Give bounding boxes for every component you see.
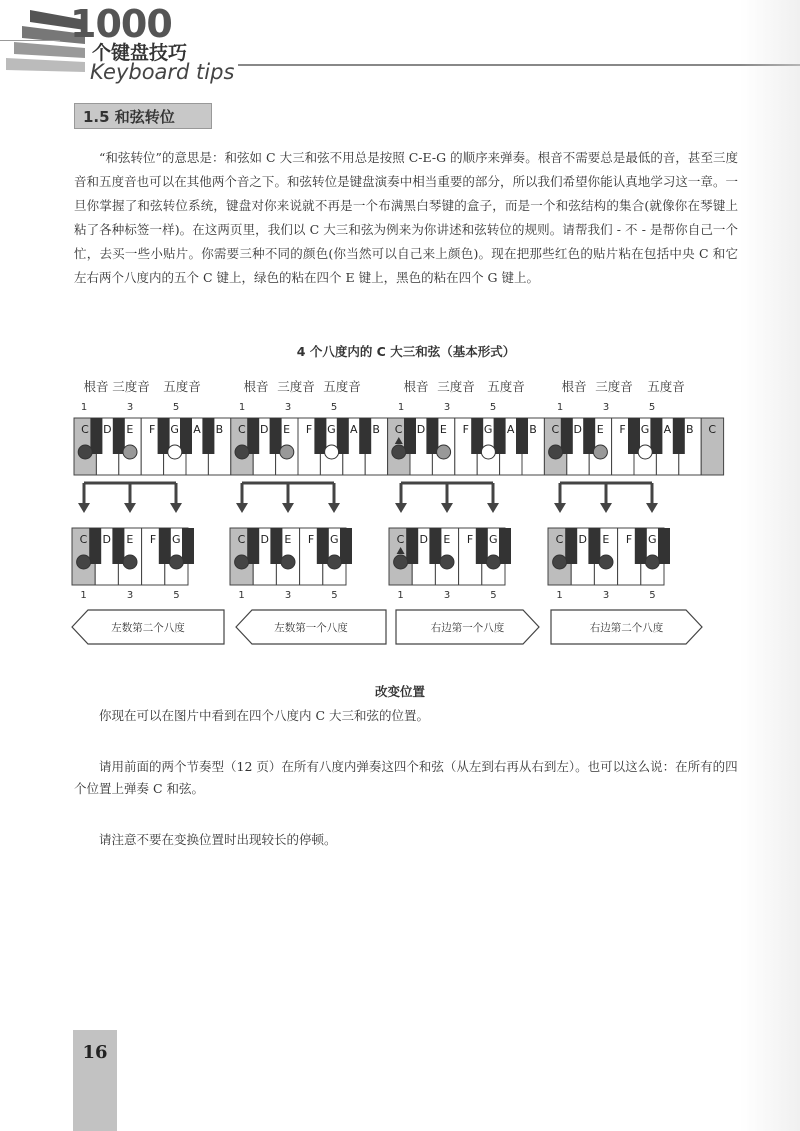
black-key — [516, 418, 528, 454]
degree-number: 3 — [126, 402, 134, 413]
chord-dot — [235, 445, 249, 459]
arrow-head — [328, 503, 340, 513]
key-letter: F — [625, 533, 633, 546]
key-letter: A — [350, 423, 358, 436]
black-key — [112, 528, 124, 564]
degree-number: 3 — [284, 590, 292, 601]
key-letter: G — [640, 423, 650, 436]
logo-english-title: Keyboard tips — [90, 60, 235, 84]
chord-dot — [168, 445, 182, 459]
chord-dot — [235, 555, 249, 569]
key-letter: F — [305, 423, 313, 436]
arrow-head — [646, 503, 658, 513]
key-letter: E — [596, 423, 604, 436]
chord-dot — [392, 445, 406, 459]
logo-number: 1000 — [70, 2, 172, 46]
chord-dot — [645, 555, 659, 569]
chord-dot — [394, 555, 408, 569]
key-letter: G — [330, 533, 339, 546]
black-key — [583, 418, 595, 454]
key-letter: B — [372, 423, 380, 436]
key-letter: D — [419, 533, 428, 546]
chord-dot — [281, 555, 295, 569]
key-letter: C — [708, 423, 717, 436]
key-letter: C — [551, 423, 560, 436]
black-key — [565, 528, 577, 564]
black-key — [180, 418, 192, 454]
black-key — [628, 418, 640, 454]
chord-dot — [77, 555, 91, 569]
black-key — [158, 418, 170, 454]
degree-number: 5 — [173, 590, 180, 601]
arrow-head — [124, 503, 136, 513]
key-letter: E — [283, 423, 291, 436]
degree-number: 3 — [443, 590, 451, 601]
role-label: 三度音 — [595, 379, 633, 394]
role-label: 五度音 — [487, 379, 525, 394]
octave-label: 左数第二个八度 — [111, 622, 185, 634]
arrow-head — [170, 503, 182, 513]
key-letter: B — [215, 423, 224, 436]
key-letter: E — [443, 533, 451, 546]
black-key — [317, 528, 329, 564]
chord-dot — [437, 445, 451, 459]
degree-number: 5 — [172, 402, 180, 413]
key-letter: F — [307, 533, 315, 546]
role-label: 五度音 — [323, 379, 361, 394]
black-key — [89, 528, 101, 564]
key-letter: A — [193, 423, 201, 436]
key-letter: F — [619, 423, 626, 436]
black-key — [247, 418, 259, 454]
chord-dot — [78, 445, 92, 459]
role-label: 三度音 — [437, 379, 475, 394]
chord-dot — [599, 555, 613, 569]
black-key — [673, 418, 685, 454]
degree-number: 5 — [331, 590, 338, 601]
chord-dot — [280, 445, 294, 459]
paragraph-3: 请注意不要在变换位置时出现较长的停顿。 — [99, 832, 337, 847]
role-label: 根音 — [561, 379, 587, 394]
chord-dot — [549, 445, 563, 459]
key-letter: E — [284, 533, 292, 546]
arrow-head — [78, 503, 90, 513]
key-letter: E — [439, 423, 447, 436]
degree-number: 5 — [489, 402, 497, 413]
chord-dot — [327, 555, 341, 569]
arrow-head — [554, 503, 566, 513]
key-letter: G — [648, 533, 657, 546]
section-heading: 1.5 和弦转位 — [74, 103, 212, 129]
key-letter: C — [394, 423, 403, 436]
key-letter: C — [555, 533, 564, 546]
black-key — [182, 528, 194, 564]
key-letter: G — [483, 423, 493, 436]
degree-number: 1 — [238, 402, 246, 413]
page-number: 16 — [82, 1042, 108, 1063]
intro-paragraph: “和弦转位”的意思是：和弦如 C 大三和弦不用总是按照 C-E-G 的顺序来弹奏。根音不需要总是最低的音，甚至三度音和五度音也可以在其他两个音之下。和弦转位是键盘演奏中相当重要的部分，所以我们希望你能认真地学习这一章。一旦你掌握了和弦转位系统，键盘对你来说就不再是一个布满黑白琴键的盒子，而是一个和弦结构的集合(就像你在琴键上粘了各种标签一样)。在这两页里，我们以 C 大三和弦为例来为你讲述和弦转位的规则。请帮我们 - 不 - 是帮你自己一个忙，去买一些小贴片。你需要三种不同的颜色(你当然可以自己来上颜色)。现在把那些红色的贴片粘在包括中央 C 和它左右两个八度内的五个 C 键上，绿色的粘在四个 E 键上，黑色的粘在四个 G 键上。 — [74, 150, 738, 285]
role-label: 三度音 — [112, 379, 150, 394]
key-letter: G — [170, 423, 179, 436]
role-label: 五度音 — [647, 379, 685, 394]
paragraph-2: 请用前面的两个节奏型（12 页）在所有八度内弹奏这四个和弦（从左到右再从右到左）。也可以这么说：在所有的四个位置上弹奏 C 和弦。 — [74, 759, 738, 796]
black-key — [159, 528, 171, 564]
chord-dot — [325, 445, 339, 459]
key-letter: F — [466, 533, 474, 546]
degree-number: 5 — [648, 402, 656, 413]
degree-number: 1 — [556, 402, 564, 413]
key-letter: D — [103, 423, 112, 436]
degree-number: 3 — [602, 402, 610, 413]
black-key — [650, 418, 662, 454]
key-letter: D — [578, 533, 587, 546]
arrow-head — [395, 503, 407, 513]
chord-dot — [169, 555, 183, 569]
key-letter: D — [102, 533, 111, 546]
degree-number: 3 — [284, 402, 292, 413]
role-label: 三度音 — [277, 379, 315, 394]
role-label: 根音 — [83, 379, 109, 394]
degree-number: 3 — [602, 590, 610, 601]
black-key — [337, 418, 349, 454]
key-letter: B — [686, 423, 694, 436]
degree-number: 1 — [80, 590, 87, 601]
degree-number: 3 — [126, 590, 134, 601]
chord-dot — [440, 555, 454, 569]
black-key — [499, 528, 511, 564]
arrow-head — [282, 503, 294, 513]
key-letter: D — [260, 533, 269, 546]
black-key — [406, 528, 418, 564]
black-key — [270, 528, 282, 564]
key-letter: C — [79, 533, 88, 546]
figure-title: 4 个八度内的 C 大三和弦（基本形式） — [296, 344, 516, 359]
black-key — [588, 528, 600, 564]
degree-number: 5 — [649, 590, 656, 601]
header-rule — [238, 64, 800, 66]
chord-dot — [593, 445, 607, 459]
chord-dot — [123, 555, 137, 569]
black-key — [340, 528, 352, 564]
role-label: 根音 — [403, 379, 429, 394]
arrow-head — [441, 503, 453, 513]
degree-number: 1 — [238, 590, 245, 601]
black-key — [202, 418, 214, 454]
chord-inversion-figure — [66, 336, 746, 666]
black-key — [247, 528, 259, 564]
chord-dot — [553, 555, 567, 569]
page-header — [0, 0, 800, 95]
key-letter: B — [529, 423, 537, 436]
arrow-head — [236, 503, 248, 513]
degree-number: 1 — [80, 402, 88, 413]
key-letter: D — [259, 423, 269, 436]
black-key — [429, 528, 441, 564]
key-letter: A — [663, 423, 672, 436]
black-key — [658, 528, 670, 564]
key-letter: G — [327, 423, 336, 436]
key-letter: A — [506, 423, 515, 436]
key-letter: C — [237, 423, 246, 436]
chord-dot — [638, 445, 652, 459]
degree-number: 1 — [397, 590, 404, 601]
octave-label: 左数第一个八度 — [274, 622, 348, 634]
octave-label: 右边第二个八度 — [589, 622, 664, 634]
black-key — [113, 418, 125, 454]
key-letter: G — [172, 533, 181, 546]
black-key — [314, 418, 326, 454]
key-letter: D — [416, 423, 426, 436]
black-key — [471, 418, 483, 454]
degree-number: 1 — [397, 402, 405, 413]
key-letter: G — [489, 533, 498, 546]
chord-dot — [123, 445, 137, 459]
arrow-head — [600, 503, 612, 513]
black-key — [404, 418, 416, 454]
black-key — [476, 528, 488, 564]
key-letter: E — [126, 423, 134, 436]
keyboard-diagram — [66, 336, 746, 666]
degree-number: 1 — [556, 590, 563, 601]
figure-caption: 改变位置 — [374, 684, 425, 699]
black-key — [90, 418, 102, 454]
chord-dot — [481, 445, 495, 459]
role-label: 根音 — [243, 379, 269, 394]
key-letter: F — [149, 423, 156, 436]
key-letter: C — [237, 533, 246, 546]
degree-number: 3 — [443, 402, 451, 413]
header-rule-left — [0, 40, 60, 41]
role-label: 五度音 — [163, 379, 201, 394]
black-key — [561, 418, 573, 454]
key-letter: F — [462, 423, 469, 436]
black-key — [635, 528, 647, 564]
degree-number: 5 — [330, 402, 338, 413]
key-letter: C — [81, 423, 89, 436]
octave-label: 右边第一个八度 — [430, 622, 505, 634]
arrow-head — [487, 503, 499, 513]
page-fold-shadow — [740, 0, 800, 1131]
paragraph-1: 你现在可以在图片中看到在四个八度内 C 大三和弦的位置。 — [99, 708, 430, 723]
black-key — [426, 418, 438, 454]
black-key — [359, 418, 371, 454]
degree-number: 5 — [490, 590, 497, 601]
logo-chinese-title: 个键盘技巧 — [92, 42, 188, 64]
key-letter: F — [149, 533, 157, 546]
key-letter: D — [573, 423, 583, 436]
black-key — [270, 418, 282, 454]
key-letter: E — [126, 533, 134, 546]
black-key — [494, 418, 506, 454]
key-letter: E — [602, 533, 610, 546]
key-letter: C — [396, 533, 405, 546]
chord-dot — [486, 555, 500, 569]
